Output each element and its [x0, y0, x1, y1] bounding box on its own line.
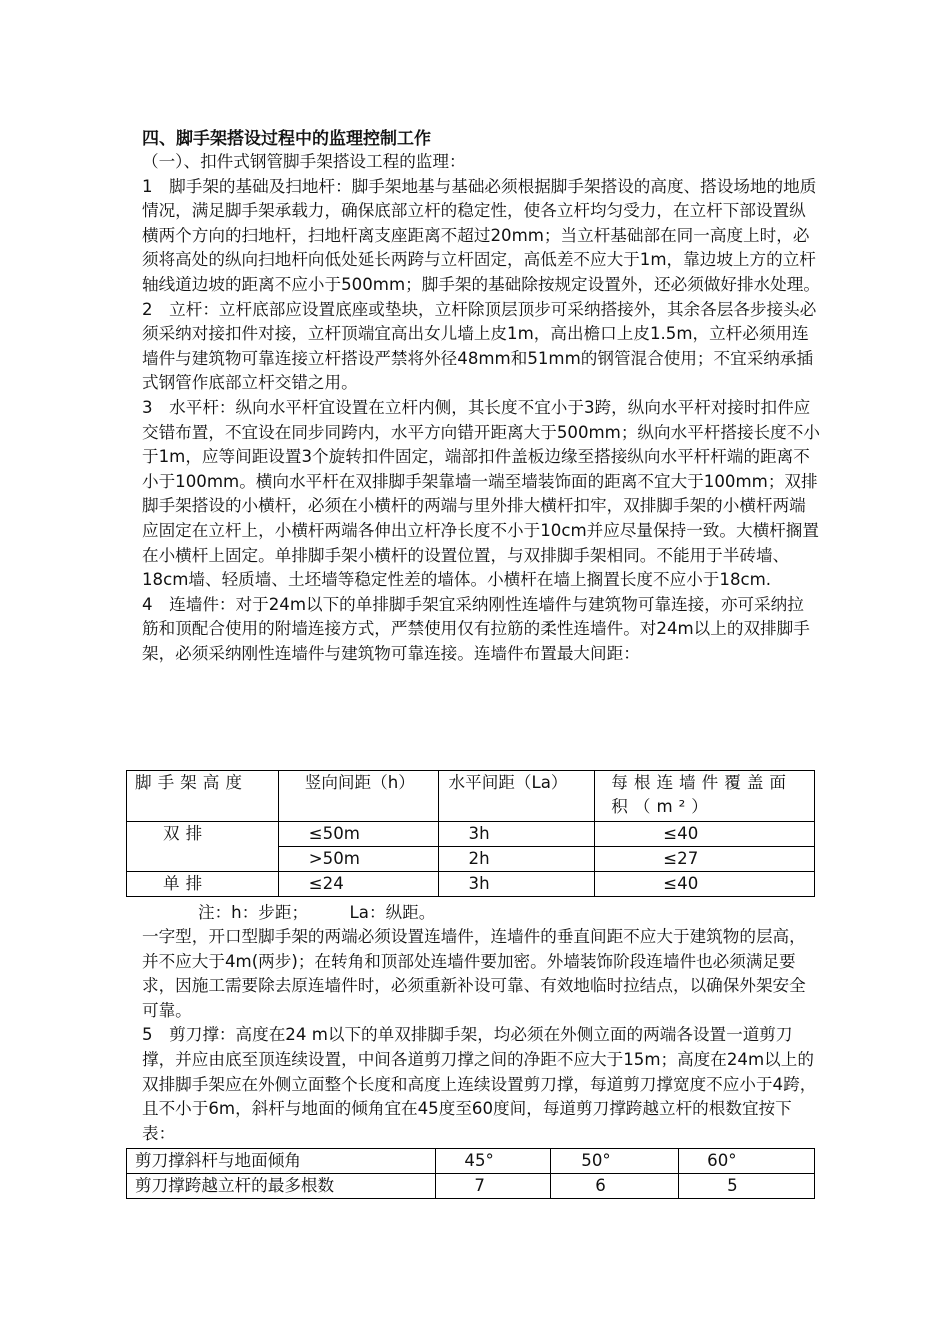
paragraph-horizontal-bar: 3 水平杆：纵向水平杆宜设置在立杆内侧，其长度不宜小于3跨，纵向水平杆对接时扣件应交错布置，不宜设在同步同跨内，水平方向错开距离大于500mm；纵向水平杆搭接长度不小于1m，应等间距设置3个旋转扣件固定，端部扣件盖板边缘至搭接纵向水平杆杆端的距离不小于100mm。横向水平杆在双排脚手架靠墙一端至墙装饰面的距离不宜大于100mm；双排脚手架搭设的小横杆，必须在小横杆的两端与里外排大横杆扣牢，双排脚手架的小横杆两端应固定在立杆上，小横杆两端各伸出立杆净长度不小于10cm并应尽量保持一致。大横杆搁置在小横杆上固定。单排脚手架小横杆的设置位置，与双排脚手架相同。不能用于半砖墙、18cm墙、轻质墙、土坯墙等稳定性差的墙体。小横杆在墙上搁置长度不应小于18cm.	[142, 397, 820, 590]
header-height: 脚手架高度	[127, 771, 279, 822]
group-single-row: 单排	[127, 872, 279, 897]
table-row	[127, 1149, 815, 1174]
table-cell: 60°	[679, 1149, 815, 1174]
table-cell: ≤40	[595, 872, 815, 897]
paragraph-wall-tie-continued: 一字型，开口型脚手架的两端必须设置连墙件，连墙件的垂直间距不应大于建筑物的层高，并不应大于4m(两步)；在转角和顶部处连墙件要加密。外墙装饰阶段连墙件也必须满足要求，因施工需要除去原连墙件时，必须重新补设可靠、有效地临时拉结点，以确保外架安全可靠。	[142, 927, 806, 1020]
subsection-title: （一）、扣件式钢管脚手架搭设工程的监理：	[142, 152, 466, 171]
table-cell: 5	[679, 1174, 815, 1199]
table-cell: 剪刀撑斜杆与地面倾角	[127, 1149, 436, 1174]
wall-tie-spacing-table	[126, 770, 815, 897]
paragraph-pole: 2 立杆：立杆底部应设置底座或垫块，立杆除顶层顶步可采纳搭接外，其余各层各步接头必须采纳对接扣件对接，立杆顶端宜高出女儿墙上皮1m，高出檐口上皮1.5m，立杆必须用连墙件与建筑物可靠连接立杆搭设严禁将外径48mm和51mm的钢管混合使用；不宜采纳承插式钢管作底部立杆交错之用。	[142, 299, 817, 393]
table-note: 注：h：步距； La：纵距。	[198, 903, 436, 922]
header-vertical-spacing: 竖向间距（h）	[278, 771, 438, 822]
table-row	[127, 872, 815, 897]
table-cell: >50m	[278, 847, 438, 872]
table-cell: 50°	[551, 1149, 679, 1174]
table-cell: 2h	[438, 847, 595, 872]
paragraph-wall-tie: 4 连墙件：对于24m以下的单排脚手架宜采纳刚性连墙件与建筑物可靠连接，亦可采纳拉筋和顶配合使用的附墙连接方式，严禁使用仅有拉筋的柔性连墙件。对24m以上的双排脚手架，必须采纳刚性连墙件与建筑物可靠连接。连墙件布置最大间距：	[142, 594, 810, 663]
table-row	[127, 1174, 815, 1199]
group-double-row: 双排	[127, 822, 279, 872]
table-cell: 剪刀撑跨越立杆的最多根数	[127, 1174, 436, 1199]
cross-bracing-table	[126, 1148, 815, 1199]
table-cell: ≤50m	[278, 822, 438, 847]
body-text-part-a	[142, 150, 820, 666]
section-heading: 四、脚手架搭设过程中的监理控制工作	[142, 129, 431, 149]
header-coverage-area: 每根连墙件覆盖面积（m²）	[595, 771, 815, 822]
table-cell: 7	[436, 1174, 551, 1199]
table-cell: 3h	[438, 872, 595, 897]
table-cell: ≤40	[595, 822, 815, 847]
table-header-row	[127, 771, 815, 822]
table-cell: ≤27	[595, 847, 815, 872]
paragraph-cross-bracing: 5 剪刀撑：高度在24 m以下的单双排脚手架，均必须在外侧立面的两端各设置一道剪刀撑，并应由底至顶连续设置，中间各道剪刀撑之间的净距不应大于15m；高度在24m以上的双排脚手架应在外侧立面整个长度和高度上连续设置剪刀撑，每道剪刀撑宽度不应小于4跨，且不小于6m，斜杆与地面的倾角宜在45度至60度间，每道剪刀撑跨越立杆的根数宜按下表：	[142, 1025, 817, 1143]
table-row	[127, 822, 815, 847]
body-text-part-b	[142, 925, 820, 1146]
header-horizontal-spacing: 水平间距（La）	[438, 771, 595, 822]
table-cell: ≤24	[278, 872, 438, 897]
table-cell: 45°	[436, 1149, 551, 1174]
table-cell: 3h	[438, 822, 595, 847]
table-cell: 6	[551, 1174, 679, 1199]
paragraph-foundation: 1 脚手架的基础及扫地杆：脚手架地基与基础必须根据脚手架搭设的高度、搭设场地的地质情况，满足脚手架承载力，确保底部立杆的稳定性，使各立杆均匀受力，在立杆下部设置纵横两个方向的扫地杆，扫地杆离支座距离不超过20mm；当立杆基础部在同一高度上时，必须将高处的纵向扫地杆向低处延长两跨与立杆固定，高低差不应大于1m，靠边坡上方的立杆轴线道边坡的距离不应小于500mm；脚手架的基础除按规定设置外，还必须做好排水处理。	[142, 176, 820, 294]
